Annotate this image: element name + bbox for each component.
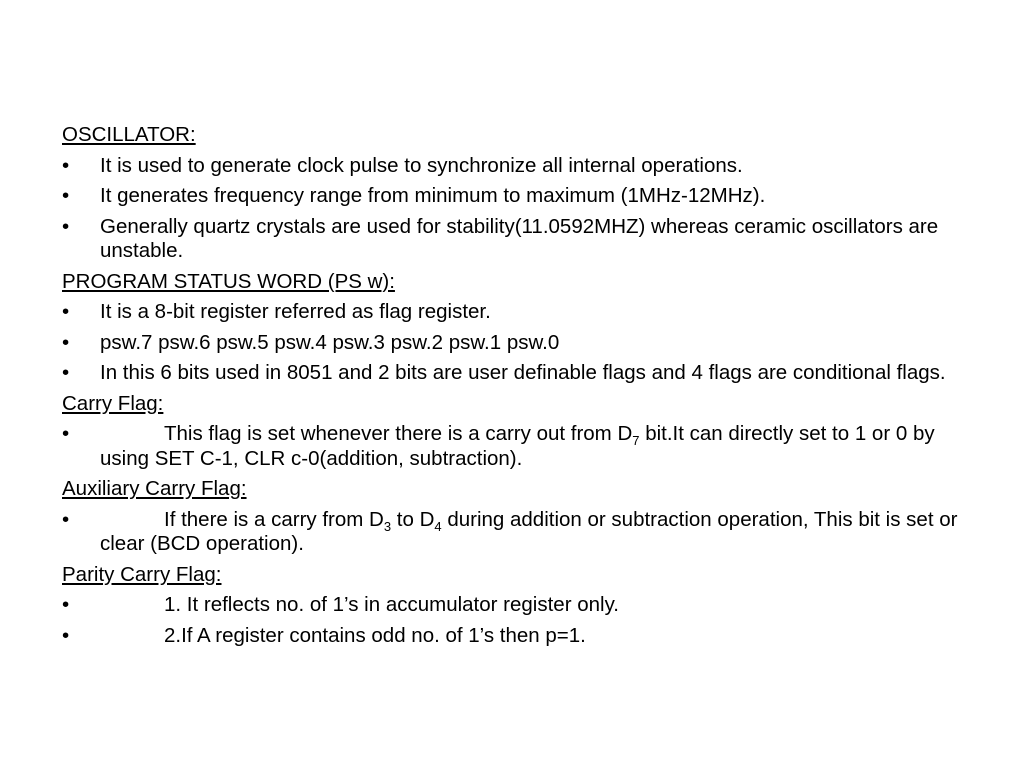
bullet-text: Generally quartz crystals are used for stability(11.0592MHZ) whereas ceramic oscillators are unstable. [100,214,939,262]
bullet-icon: • [62,330,70,354]
bullet-text: In this 6 bits used in 8051 and 2 bits are user definable flags and 4 flags are conditional flags. [100,361,946,384]
bullet-icon: • [62,184,70,207]
list-item [62,300,962,325]
slide-body [62,123,962,654]
carry-flag-heading: Carry Flag: [62,391,164,415]
subscript: 3 [383,518,392,534]
psw-heading: PROGRAM STATUS WORD (PS w): [62,269,395,293]
bullet-text: It is a 8-bit register referred as flag register. [100,300,491,323]
bullet-text: 1. It reflects no. of 1’s in accumulator register only. [164,593,620,616]
bullet-icon: • [62,300,70,323]
bullet-icon: • [62,422,70,445]
bullet-icon: • [62,153,70,177]
bullet-text: This flag is set whenever there is a carry out from $D_7$ bit.It can directly set to 1 or 0 by using SET C-1, CLR c-0(addition, subtraction). [100,422,935,470]
subscript: 7 [632,433,640,448]
list-item [62,624,962,649]
subscript: 4 [434,518,442,534]
list-item [62,154,962,179]
list-item [62,508,962,557]
list-item [62,331,962,356]
bullet-icon: • [62,214,70,238]
bullet-icon: • [62,593,70,616]
list-item [62,184,962,209]
bullet-text: It is used to generate clock pulse to synchronize all internal operations. [100,153,743,177]
bullet-icon: • [62,361,70,384]
list-item [62,593,962,618]
bullet-text: 2.If A register contains odd no. of 1’s then p=1. [164,623,586,647]
bullet-icon: • [62,623,70,647]
list-item [62,361,962,386]
bullet-icon: • [62,507,70,531]
bullet-text: psw.7 psw.6 psw.5 psw.4 psw.3 psw.2 psw.1 psw.0 [100,330,560,354]
list-item [62,215,962,264]
bullet-text: If there is a carry from $D_3$ to $D_4$ during addition or subtraction operation, This bit is set or clear (BCD operation). [100,507,958,555]
aux-carry-flag-heading: Auxiliary Carry Flag: [62,477,247,500]
list-item [62,422,962,471]
oscillator-heading: OSCILLATOR: [62,123,196,146]
parity-flag-heading: Parity Carry Flag: [62,562,222,586]
bullet-text: It generates frequency range from minimum to maximum (1MHz-12MHz). [100,184,766,207]
